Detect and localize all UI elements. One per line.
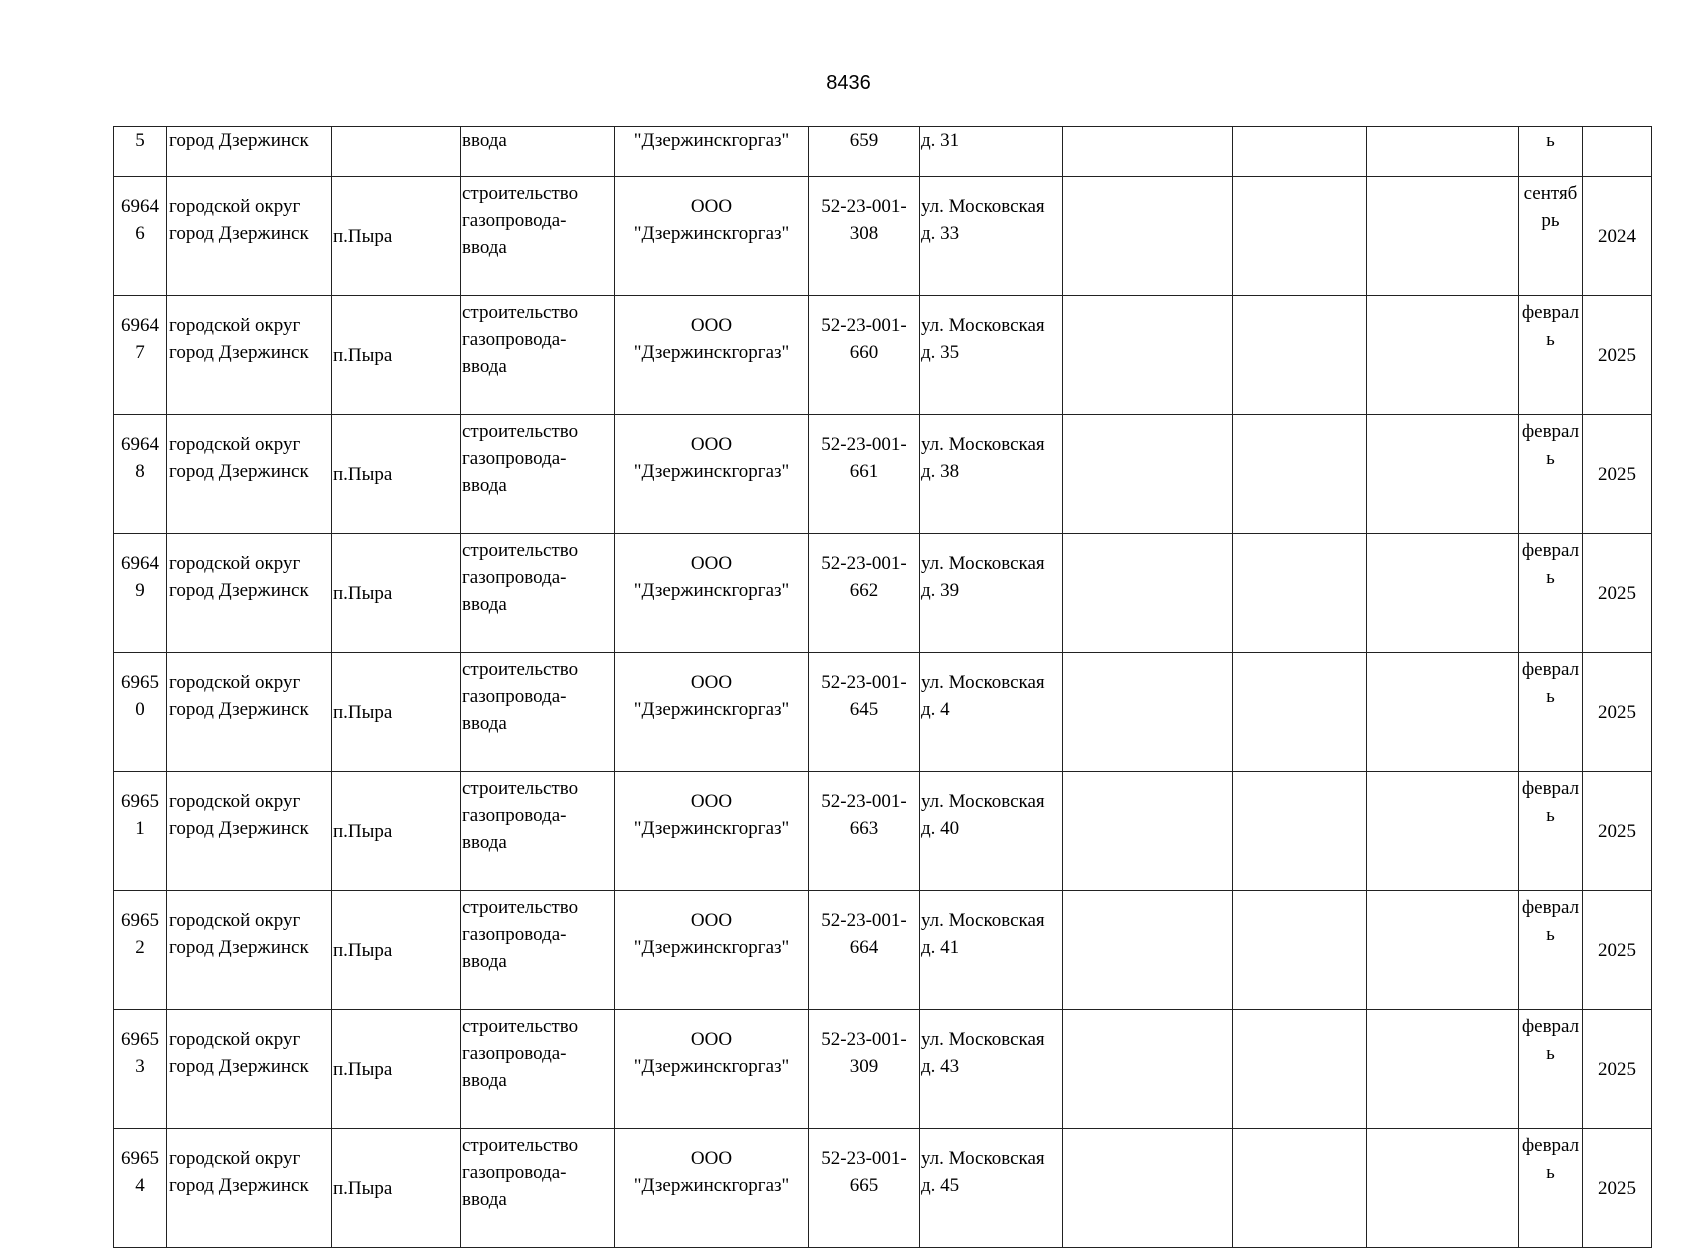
cell-line: 6964 [121,315,159,336]
cell-district [167,772,332,891]
cell-line: 660 [849,342,879,363]
cell-district: город Дзержинск [167,127,332,177]
cell-empty [1233,891,1367,1010]
cell-year: 2025 [1583,1010,1652,1129]
cell-empty [1233,772,1367,891]
cell-month [1519,177,1583,296]
cell-line: ООО [690,553,733,574]
cell-empty [1233,296,1367,415]
table-row [114,534,1652,653]
cell-line: 52-23-001- [821,553,907,574]
cell-line: ООО [690,434,733,455]
cell-code [809,296,920,415]
table-row [114,891,1652,1010]
cell-line: ввода [462,475,507,496]
cell-work-type [461,1129,615,1248]
cell-organization [615,296,809,415]
cell-number: 5 [114,127,167,177]
cell-month [1519,653,1583,772]
cell-locality: п.Пыра [332,296,461,415]
table-row [114,127,1652,177]
cell-line: газопровода- [462,686,567,707]
cell-line: город Дзержинск [169,342,309,363]
cell-line: строительство [462,540,579,561]
cell-line: ь [1546,1043,1555,1064]
cell-code: 659 [809,127,920,177]
cell-line: 52-23-001- [821,1148,907,1169]
cell-line: ввода [462,713,507,734]
cell-line: феврал [1521,897,1580,918]
cell-work-type [461,1010,615,1129]
cell-district [167,534,332,653]
cell-line: городской округ [169,1148,301,1169]
cell-district [167,1129,332,1248]
cell-line: 6 [135,223,145,244]
cell-line: 663 [849,818,879,839]
cell-number [114,534,167,653]
cell-year: 2025 [1583,296,1652,415]
cell-line: город Дзержинск [169,461,309,482]
cell-year: 2025 [1583,891,1652,1010]
cell-organization [615,772,809,891]
table-row [114,653,1652,772]
cell-empty [1367,1129,1519,1248]
cell-code [809,891,920,1010]
cell-line: газопровода- [462,448,567,469]
cell-code [809,653,920,772]
cell-work-type [461,177,615,296]
cell-line: город Дзержинск [169,223,309,244]
cell-line: городской округ [169,553,301,574]
cell-line: "Дзержинскгоргаз" [633,461,790,482]
cell-empty [1063,296,1233,415]
cell-work-type [461,772,615,891]
cell-line: ввода [462,594,507,615]
cell-organization: "Дзержинскгоргаз" [615,127,809,177]
cell-empty [1367,127,1519,177]
cell-address: д. 31 [920,127,1063,177]
cell-line: город Дзержинск [169,580,309,601]
cell-empty [1367,891,1519,1010]
cell-line: ООО [690,315,733,336]
cell-organization [615,1010,809,1129]
cell-district [167,177,332,296]
cell-line: д. 41 [921,937,960,958]
cell-line: строительство [462,778,579,799]
cell-line: 52-23-001- [821,1029,907,1050]
cell-line: 664 [849,937,879,958]
cell-address [920,296,1063,415]
cell-empty [1063,534,1233,653]
table-row [114,296,1652,415]
cell-line: ввода [462,1189,507,1210]
cell-line: городской округ [169,315,301,336]
cell-number [114,296,167,415]
cell-empty [1063,415,1233,534]
cell-empty [1367,296,1519,415]
cell-district [167,296,332,415]
cell-line: городской округ [169,434,301,455]
cell-month [1519,415,1583,534]
cell-empty [1367,534,1519,653]
cell-line: ь [1546,567,1555,588]
cell-number [114,653,167,772]
cell-district [167,653,332,772]
cell-month [1519,772,1583,891]
cell-line: строительство [462,1135,579,1156]
table-row [114,772,1652,891]
cell-empty [1367,653,1519,772]
cell-empty [1233,127,1367,177]
cell-code [809,1010,920,1129]
cell-line: феврал [1521,778,1580,799]
cell-line: д. 40 [921,818,960,839]
cell-line: "Дзержинскгоргаз" [633,818,790,839]
cell-code [809,534,920,653]
cell-address [920,177,1063,296]
cell-line: 52-23-001- [821,672,907,693]
cell-line: 645 [849,699,879,720]
cell-organization [615,177,809,296]
cell-line: ООО [690,196,733,217]
cell-line: городской округ [169,791,301,812]
cell-line: 308 [849,223,879,244]
cell-empty [1367,415,1519,534]
cell-line: ь [1546,805,1555,826]
cell-number [114,1010,167,1129]
cell-empty [1233,415,1367,534]
cell-empty [1063,1129,1233,1248]
cell-locality: п.Пыра [332,1010,461,1129]
cell-line: газопровода- [462,1162,567,1183]
gasification-table [113,126,1652,1248]
cell-organization [615,415,809,534]
cell-year: 2025 [1583,653,1652,772]
cell-line: город Дзержинск [169,1175,309,1196]
cell-year: 2025 [1583,1129,1652,1248]
cell-line: 6964 [121,553,159,574]
cell-empty [1233,1010,1367,1129]
cell-locality: п.Пыра [332,891,461,1010]
cell-line: феврал [1521,421,1580,442]
cell-locality [332,127,461,177]
cell-number [114,891,167,1010]
cell-line: 52-23-001- [821,791,907,812]
cell-line: "Дзержинскгоргаз" [633,1056,790,1077]
cell-work-type [461,534,615,653]
cell-line: д. 33 [921,223,960,244]
cell-locality: п.Пыра [332,415,461,534]
cell-line: 662 [849,580,879,601]
cell-organization [615,653,809,772]
cell-empty [1233,1129,1367,1248]
cell-line: ь [1546,924,1555,945]
cell-line: 52-23-001- [821,315,907,336]
cell-line: ООО [690,1148,733,1169]
cell-work-type [461,415,615,534]
cell-line: городской округ [169,910,301,931]
cell-line: ООО [690,1029,733,1050]
cell-line: ООО [690,910,733,931]
cell-line: ь [1546,329,1555,350]
cell-line: ул. Московская [921,434,1045,455]
cell-line: феврал [1521,302,1580,323]
cell-line: 6965 [121,910,159,931]
cell-line: ООО [690,791,733,812]
cell-line: газопровода- [462,1043,567,1064]
cell-year: 2024 [1583,177,1652,296]
cell-month [1519,891,1583,1010]
cell-line: ь [1546,1162,1555,1183]
cell-locality: п.Пыра [332,772,461,891]
cell-line: ул. Московская [921,196,1045,217]
cell-line: ввода [462,356,507,377]
cell-number [114,177,167,296]
cell-line: ул. Московская [921,672,1045,693]
cell-district [167,891,332,1010]
cell-line: "Дзержинскгоргаз" [633,1175,790,1196]
cell-month [1519,296,1583,415]
cell-line: газопровода- [462,567,567,588]
cell-line: феврал [1521,1016,1580,1037]
cell-line: строительство [462,1016,579,1037]
cell-line: 9 [135,580,145,601]
cell-line: строительство [462,659,579,680]
cell-line: 6965 [121,1148,159,1169]
cell-work-type [461,891,615,1010]
cell-line: газопровода- [462,924,567,945]
cell-work-type [461,653,615,772]
cell-line: 52-23-001- [821,434,907,455]
cell-line: "Дзержинскгоргаз" [633,342,790,363]
cell-line: 1 [135,818,145,839]
cell-address [920,534,1063,653]
cell-line: рь [1541,210,1560,231]
cell-address [920,1010,1063,1129]
table-row [114,177,1652,296]
cell-number [114,772,167,891]
cell-line: ул. Московская [921,1029,1045,1050]
page-number: 8436 [826,72,871,94]
cell-line: ул. Московская [921,910,1045,931]
cell-line: ь [1546,686,1555,707]
cell-line: городской округ [169,1029,301,1050]
cell-line: город Дзержинск [169,1056,309,1077]
cell-empty [1063,127,1233,177]
cell-empty [1367,177,1519,296]
table-row [114,1129,1652,1248]
cell-locality: п.Пыра [332,177,461,296]
cell-line: сентяб [1523,183,1578,204]
cell-address [920,891,1063,1010]
cell-line: строительство [462,897,579,918]
cell-line: 3 [135,1056,145,1077]
cell-line: 6965 [121,791,159,812]
cell-empty [1233,653,1367,772]
cell-line: д. 35 [921,342,960,363]
cell-line: газопровода- [462,329,567,350]
cell-address [920,1129,1063,1248]
cell-line: ввода [462,951,507,972]
cell-line: 309 [849,1056,879,1077]
cell-district [167,415,332,534]
cell-address [920,653,1063,772]
cell-line: "Дзержинскгоргаз" [633,223,790,244]
cell-line: д. 39 [921,580,960,601]
cell-line: 6965 [121,672,159,693]
cell-line: феврал [1521,540,1580,561]
cell-number [114,415,167,534]
cell-line: строительство [462,302,579,323]
cell-line: ул. Московская [921,791,1045,812]
cell-locality: п.Пыра [332,534,461,653]
cell-locality: п.Пыра [332,1129,461,1248]
cell-empty [1063,177,1233,296]
cell-line: 6964 [121,434,159,455]
cell-year: 2025 [1583,534,1652,653]
cell-line: 6964 [121,196,159,217]
cell-organization [615,534,809,653]
cell-line: 52-23-001- [821,196,907,217]
cell-number [114,1129,167,1248]
cell-line: газопровода- [462,210,567,231]
cell-code [809,415,920,534]
cell-line: 665 [849,1175,879,1196]
cell-line: ввода [462,237,507,258]
cell-line: ул. Московская [921,315,1045,336]
cell-line: "Дзержинскгоргаз" [633,580,790,601]
cell-line: 52-23-001- [821,910,907,931]
cell-line: 661 [849,461,879,482]
cell-address [920,415,1063,534]
cell-line: городской округ [169,672,301,693]
cell-line: д. 45 [921,1175,960,1196]
cell-empty [1063,891,1233,1010]
table-row [114,415,1652,534]
cell-empty [1233,177,1367,296]
cell-code [809,1129,920,1248]
cell-line: д. 38 [921,461,960,482]
cell-line: 7 [135,342,145,363]
cell-line: ввода [462,832,507,853]
cell-line: газопровода- [462,805,567,826]
cell-empty [1063,772,1233,891]
cell-month [1519,1129,1583,1248]
cell-organization [615,1129,809,1248]
cell-line: город Дзержинск [169,937,309,958]
cell-line: 4 [135,1175,145,1196]
cell-line: ул. Московская [921,1148,1045,1169]
cell-year: 2025 [1583,415,1652,534]
cell-empty [1367,1010,1519,1129]
cell-empty [1063,1010,1233,1129]
cell-line: городской округ [169,196,301,217]
cell-code [809,177,920,296]
cell-address [920,772,1063,891]
cell-organization [615,891,809,1010]
cell-line: строительство [462,183,579,204]
cell-line: д. 43 [921,1056,960,1077]
cell-line: ввода [462,1070,507,1091]
cell-month: ь [1519,127,1583,177]
table-row [114,1010,1652,1129]
cell-line: 6965 [121,1029,159,1050]
cell-work-type [461,296,615,415]
cell-line: 8 [135,461,145,482]
cell-line: "Дзержинскгоргаз" [633,937,790,958]
cell-year [1583,127,1652,177]
cell-month [1519,534,1583,653]
cell-code [809,772,920,891]
cell-empty [1233,534,1367,653]
cell-line: город Дзержинск [169,818,309,839]
cell-line: 0 [135,699,145,720]
cell-locality: п.Пыра [332,653,461,772]
cell-month [1519,1010,1583,1129]
cell-line: город Дзержинск [169,699,309,720]
cell-line: строительство [462,421,579,442]
cell-line: ул. Московская [921,553,1045,574]
cell-line: ООО [690,672,733,693]
table-body [114,127,1652,1248]
cell-line: феврал [1521,1135,1580,1156]
cell-empty [1367,772,1519,891]
cell-year: 2025 [1583,772,1652,891]
cell-line: ь [1546,448,1555,469]
cell-work-type: ввода [461,127,615,177]
cell-line: феврал [1521,659,1580,680]
cell-line: д. 4 [921,699,950,720]
cell-empty [1063,653,1233,772]
cell-line: "Дзержинскгоргаз" [633,699,790,720]
cell-line: 2 [135,937,145,958]
cell-district [167,1010,332,1129]
